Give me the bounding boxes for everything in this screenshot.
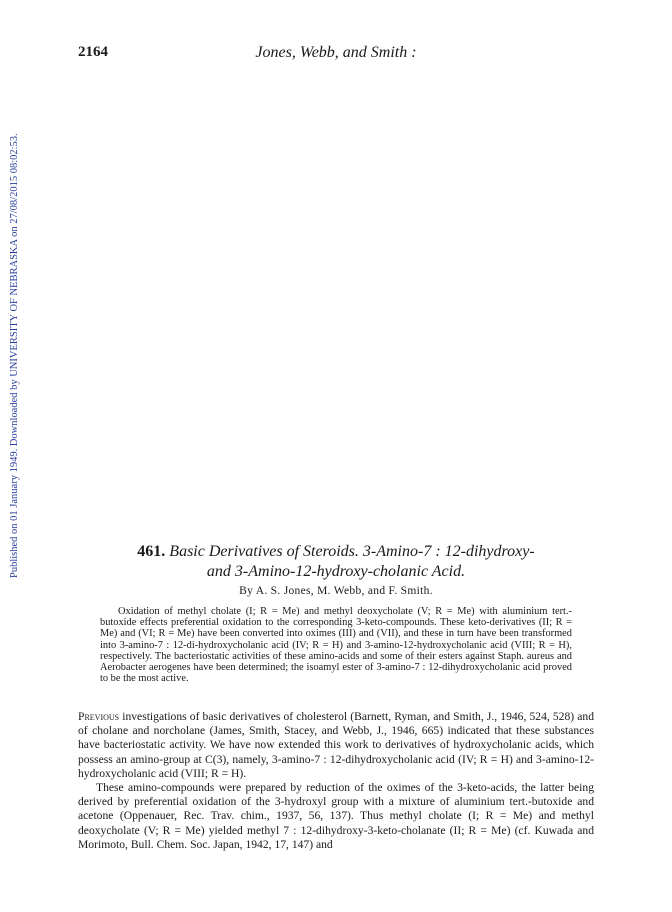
page-number: 2164 bbox=[78, 44, 108, 60]
page-header bbox=[78, 44, 594, 64]
abstract-text: Oxidation of methyl cholate (I; R = Me) and methyl deoxycholate (V; R = Me) with aluminium tert.-butoxide effects preferential oxidation to the corresponding 3-keto-compounds. These keto-derivatives (II; R = Me) and (VI; R = Me) have been converted into oximes (III) and (VII), and these in turn have been transformed into 3-amino-7 : 12-di-hydroxycholanic acid (IV; R = H) and 3-amino-12-hydroxycholanic acid (VIII; R = H), respectively. The bacteriostatic activities of these amino-acids and some of their esters against Staph. aureus and Aerobacter aerogenes have been determined; the isoamyl ester of 3-amino-7 : 12-dihydroxycholanic acid proved to be the most active. bbox=[100, 606, 572, 685]
download-notice: Published on 01 January 1949. Downloaded by UNIVERSITY OF NEBRASKA on 27/08/2015 08:02:53. bbox=[9, 133, 20, 578]
title-line-1 bbox=[78, 542, 594, 562]
paragraph-1-text: investigations of basic derivatives of cholesterol (Barnett, Ryman, and Smith, J., 1946, 524, 528) and of cholane and norcholane (James, Smith, Stacey, and Webb, J., 1946, 665) indicated that these substances have bacteriostatic activity. We have now extended this work to derivatives of hydroxycholanic acids, which possess an amino-group at C(3), namely, 3-amino-7 : 12-dihydroxycholanic acid (IV; R = H) and 3-amino-12-hydroxycholanic acid (VIII; R = H). bbox=[78, 710, 594, 780]
article-number: 461. bbox=[137, 543, 166, 560]
title-line-2: and 3-Amino-12-hydroxy-cholanic Acid. bbox=[206, 563, 466, 580]
paragraph-1 bbox=[78, 710, 594, 781]
running-head: Jones, Webb, and Smith : bbox=[255, 44, 417, 61]
paragraph-2: These amino-compounds were prepared by reduction of the oximes of the 3-keto-acids, the latter being derived by preferential oxidation of the 3-hydroxyl group with a mixture of aluminium tert.-butoxide and acetone (Oppenauer, Rec. Trav. chim., 1937, 56, 137). Thus methyl cholate (I; R = Me) and methyl deoxycholate (V; R = Me) yielded methyl 7 : 12-dihydroxy-3-keto-cholanate (II; R = Me) (cf. Kuwada and Morimoto, Bull. Chem. Soc. Japan, 1942, 17, 147) and bbox=[78, 781, 594, 851]
author-line: By A. S. Jones, M. Webb, and F. Smith. bbox=[239, 585, 433, 597]
paragraph-1-lead: Previous bbox=[78, 710, 120, 723]
title-text-1: Basic Derivatives of Steroids. 3-Amino-7 : 12-dihydroxy- bbox=[169, 543, 535, 560]
abstract bbox=[100, 606, 572, 684]
body-text bbox=[78, 710, 594, 852]
article-title bbox=[78, 542, 594, 582]
